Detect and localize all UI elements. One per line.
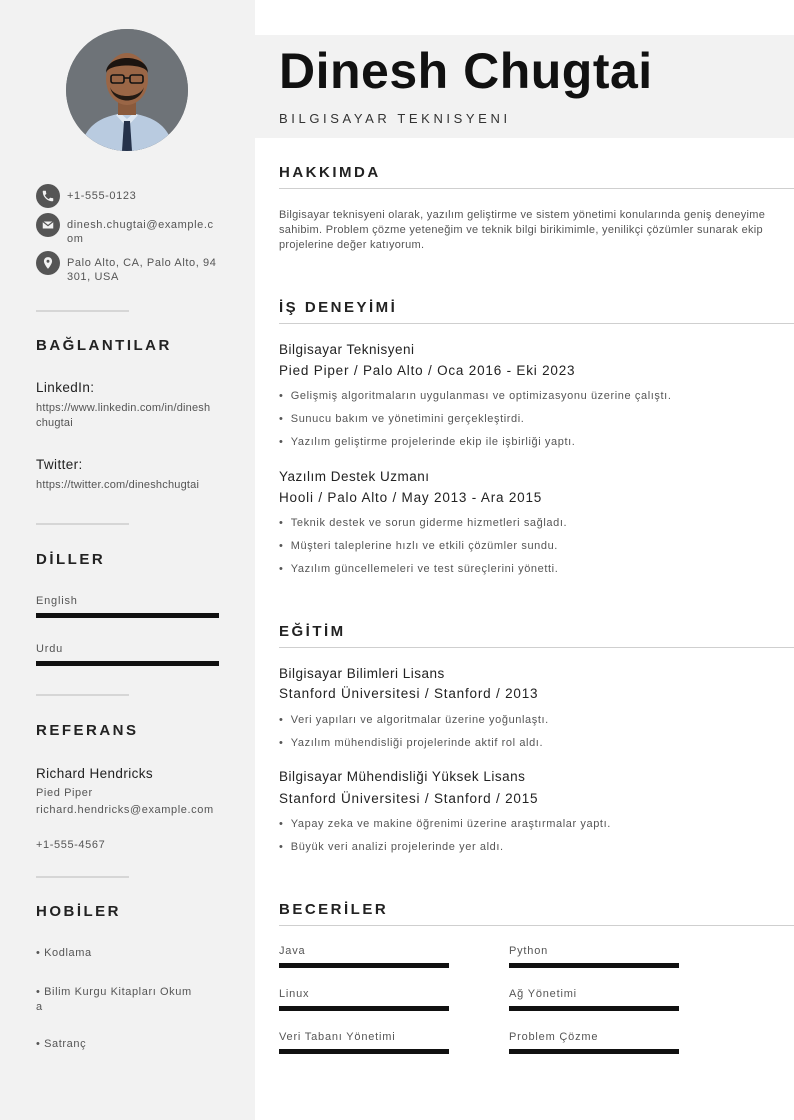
education-title: Bilgisayar Mühendisliği Yüksek Lisans <box>279 769 526 784</box>
language-english: English <box>36 595 78 607</box>
skills-heading: BECERİLER <box>279 901 389 918</box>
section-rule <box>279 647 794 648</box>
bullet-text: Yapay zeka ve makine öğrenimi üzerine araştırmalar yaptı. <box>290 818 611 830</box>
sidebar-divider <box>36 310 129 312</box>
education-bullet: • Yapay zeka ve makine öğrenimi üzerine araştırmalar yaptı. <box>279 818 611 830</box>
language-urdu-bar <box>36 661 219 666</box>
bullet-text: Yazılım geliştirme projelerinde ekip ile işbirliği yaptı. <box>290 436 576 448</box>
skill-network-admin: Ağ Yönetimi <box>509 988 577 1000</box>
experience-bullet: • Yazılım güncellemeleri ve test süreçlerini yönetti. <box>279 563 559 575</box>
experience-meta: Hooli / Palo Alto / May 2013 - Ara 2015 <box>279 490 543 505</box>
twitter-link[interactable]: https://twitter.com/dineshchugtai <box>36 479 200 491</box>
sidebar-divider <box>36 876 129 878</box>
education-bullet: • Veri yapıları ve algoritmalar üzerine yoğunlaştı. <box>279 714 549 726</box>
reference-name: Richard Hendricks <box>36 766 154 781</box>
skill-java-bar <box>279 963 449 968</box>
skill-python-bar <box>509 963 679 968</box>
reference-heading: REFERANS <box>36 722 139 739</box>
hobby-item: • Satranç <box>36 1038 87 1050</box>
skill-problem-solving-bar <box>509 1049 679 1054</box>
experience-bullet: • Yazılım geliştirme projelerinde ekip ile işbirliği yaptı. <box>279 436 576 448</box>
education-heading: EĞİTİM <box>279 623 346 640</box>
bullet-text: Müşteri taleplerine hızlı ve etkili çözümler sundu. <box>290 540 558 552</box>
language-english-bar <box>36 613 219 618</box>
address-text: Palo Alto, CA, Palo Alto, 94301, USA <box>67 257 217 283</box>
experience-bullet: • Gelişmiş algoritmaların uygulanması ve optimizasyonu üzerine çalıştı. <box>279 390 672 402</box>
education-title: Bilgisayar Bilimleri Lisans <box>279 666 445 681</box>
education-bullet: • Büyük veri analizi projelerinde yer aldı. <box>279 841 504 853</box>
section-rule <box>279 188 794 189</box>
section-rule <box>279 925 794 926</box>
job-role: BILGISAYAR TEKNISYENI <box>279 111 511 126</box>
bullet-text: Yazılım güncellemeleri ve test süreçlerini yönetti. <box>290 563 559 575</box>
bullet-text: Yazılım mühendisliği projelerinde aktif rol aldı. <box>290 737 544 749</box>
contact-phone <box>36 184 217 208</box>
skill-linux: Linux <box>279 988 310 1000</box>
language-urdu: Urdu <box>36 643 64 655</box>
links-heading: BAĞLANTILAR <box>36 337 172 354</box>
bullet-text: Gelişmiş algoritmaların uygulanması ve optimizasyonu üzerine çalıştı. <box>290 390 672 402</box>
bullet-text: Büyük veri analizi projelerinde yer aldı. <box>290 841 504 853</box>
skill-python: Python <box>509 945 549 957</box>
about-text: Bilgisayar teknisyeni olarak, yazılım geliştirme ve sistem yönetimi konularında geniş deneyime sahibim. Problem çözme yeteneğim ve teknik bilgi birikimimle, yenilikçi çözümler sunarak ekip projelerine değer katıyorum. <box>279 209 766 251</box>
experience-title: Bilgisayar Teknisyeni <box>279 342 415 357</box>
twitter-label: Twitter: <box>36 457 83 472</box>
education-meta: Stanford Üniversitesi / Stanford / 2013 <box>279 686 539 701</box>
envelope-icon <box>36 213 60 237</box>
profile-photo <box>66 29 188 151</box>
skill-database-admin-bar <box>279 1049 449 1054</box>
person-name: Dinesh Chugtai <box>279 43 653 99</box>
hobby-item: • Bilim Kurgu Kitapları Okuma <box>36 986 192 1013</box>
bullet-text: Veri yapıları ve algoritmalar üzerine yoğunlaştı. <box>290 714 549 726</box>
linkedin-label: LinkedIn: <box>36 380 95 395</box>
reference-email: richard.hendricks@example.com <box>36 804 214 816</box>
phone-text: +1-555-0123 <box>67 190 137 202</box>
reference-phone: +1-555-4567 <box>36 839 106 851</box>
experience-bullet: • Sunucu bakım ve yönetimini gerçekleştirdi. <box>279 413 525 425</box>
skill-database-admin: Veri Tabanı Yönetimi <box>279 1031 396 1043</box>
hobbies-heading: HOBİLER <box>36 903 121 920</box>
experience-heading: İŞ DENEYİMİ <box>279 299 398 316</box>
education-bullet: • Yazılım mühendisliği projelerinde aktif rol aldı. <box>279 737 544 749</box>
reference-company: Pied Piper <box>36 787 93 799</box>
location-pin-icon <box>36 251 60 275</box>
section-rule <box>279 323 794 324</box>
experience-title: Yazılım Destek Uzmanı <box>279 469 430 484</box>
skill-network-admin-bar <box>509 1006 679 1011</box>
sidebar-divider <box>36 523 129 525</box>
skill-linux-bar <box>279 1006 449 1011</box>
contact-email <box>36 213 217 246</box>
education-meta: Stanford Üniversitesi / Stanford / 2015 <box>279 791 539 806</box>
bullet-text: Teknik destek ve sorun giderme hizmetleri sağladı. <box>290 517 568 529</box>
experience-bullet: • Teknik destek ve sorun giderme hizmetleri sağladı. <box>279 517 568 529</box>
linkedin-link[interactable]: https://www.linkedin.com/in/dineshchugtai <box>36 402 211 429</box>
sidebar-divider <box>36 694 129 696</box>
email-text: dinesh.chugtai@example.com <box>67 219 214 245</box>
experience-meta: Pied Piper / Palo Alto / Oca 2016 - Eki 2023 <box>279 363 576 378</box>
languages-heading: DİLLER <box>36 551 106 568</box>
phone-icon <box>36 184 60 208</box>
skill-java: Java <box>279 945 306 957</box>
bullet-text: Sunucu bakım ve yönetimini gerçekleştirdi. <box>290 413 525 425</box>
experience-bullet: • Müşteri taleplerine hızlı ve etkili çözümler sundu. <box>279 540 558 552</box>
skill-problem-solving: Problem Çözme <box>509 1031 599 1043</box>
contact-address <box>36 251 217 284</box>
hobby-item: • Kodlama <box>36 947 92 959</box>
about-heading: HAKKIMDA <box>279 164 381 181</box>
